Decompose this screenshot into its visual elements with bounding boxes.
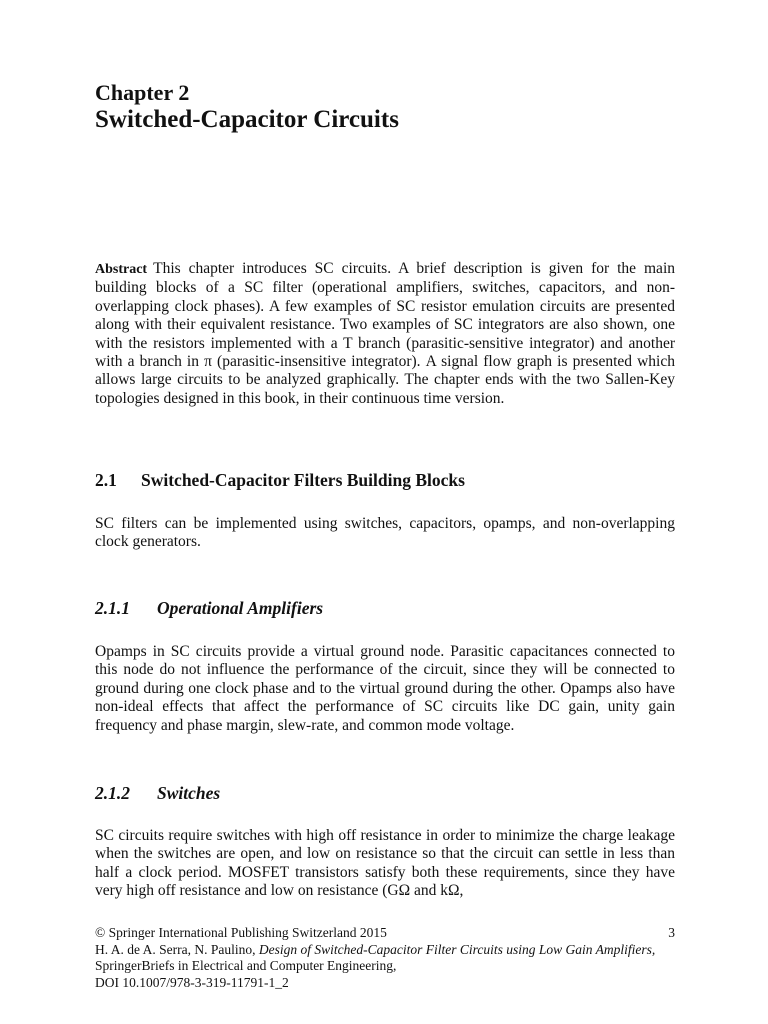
subsection-number: 2.1.1 bbox=[95, 598, 130, 618]
chapter-label: Chapter 2 bbox=[95, 80, 190, 105]
subsection-number: 2.1.2 bbox=[95, 783, 130, 803]
citation-series: SpringerBriefs in Electrical and Computer Engineering, bbox=[95, 958, 397, 973]
section-number: 2.1 bbox=[95, 470, 117, 490]
citation-book-title: Design of Switched-Capacitor Filter Circuits using Low Gain Amplifiers, bbox=[258, 941, 656, 957]
subsection-title: Switches bbox=[157, 783, 221, 803]
doi-line: DOI 10.1007/978-3-319-11791-1_2 bbox=[95, 974, 289, 990]
page-footer bbox=[95, 925, 675, 991]
section-2-1-2-paragraph: SC circuits require switches with high off resistance in order to minimize the charge leakage when the switches are open, and low on resistance so that the circuit can settle in less than half a clock period. MOSFET transistors satisfy both these requirements, since they have very high off resistance and low on resistance (GΩ and kΩ, bbox=[95, 827, 675, 900]
section-title: Switched-Capacitor Filters Building Blocks bbox=[141, 470, 465, 490]
section-2-1-paragraph: SC filters can be implemented using switches, capacitors, opamps, and non-overlapping clock generators. bbox=[95, 515, 675, 551]
chapter-title: Switched-Capacitor Circuits bbox=[95, 106, 399, 133]
citation bbox=[95, 942, 675, 975]
abstract-heading: Abstract bbox=[95, 262, 148, 277]
section-2-1-heading bbox=[95, 469, 465, 491]
abstract bbox=[95, 260, 675, 408]
section-2-1-1-heading bbox=[95, 597, 323, 619]
copyright-line: © Springer International Publishing Switzerland 2015 bbox=[95, 925, 387, 940]
subsection-title: Operational Amplifiers bbox=[157, 598, 324, 618]
section-2-1-2-heading bbox=[95, 782, 220, 804]
page-number: 3 bbox=[668, 925, 675, 940]
section-2-1-1-paragraph: Opamps in SC circuits provide a virtual ground node. Parasitic capacitances connected to this node do not influence the performance of the circuit, since they will be connected to ground during one clock phase and to the virtual ground during the other. Opamps also have non-ideal effects that affect the performance of SC circuits like DC gain, unity gain frequency and phase margin, slew-rate, and common mode voltage. bbox=[95, 643, 675, 734]
abstract-text: This chapter introduces SC circuits. A brief description is given for the main building blocks of a SC filter (operational amplifiers, switches, capacitors, and non-overlapping clock phases). A few examples of SC resistor emulation circuits are presented along with their equivalent resistance. Two examples of SC integrators are also shown, one with the resistors implemented with a T branch (parasitic-sensitive integrator) and another with a branch in π (parasitic-insensitive integrator). A signal flow graph is presented which allows large circuits to be analyzed graphically. The chapter ends with the two Sallen-Key topologies designed in this book, in their continuous time version. bbox=[95, 260, 675, 407]
citation-authors: H. A. de A. Serra, N. Paulino, bbox=[95, 941, 256, 957]
